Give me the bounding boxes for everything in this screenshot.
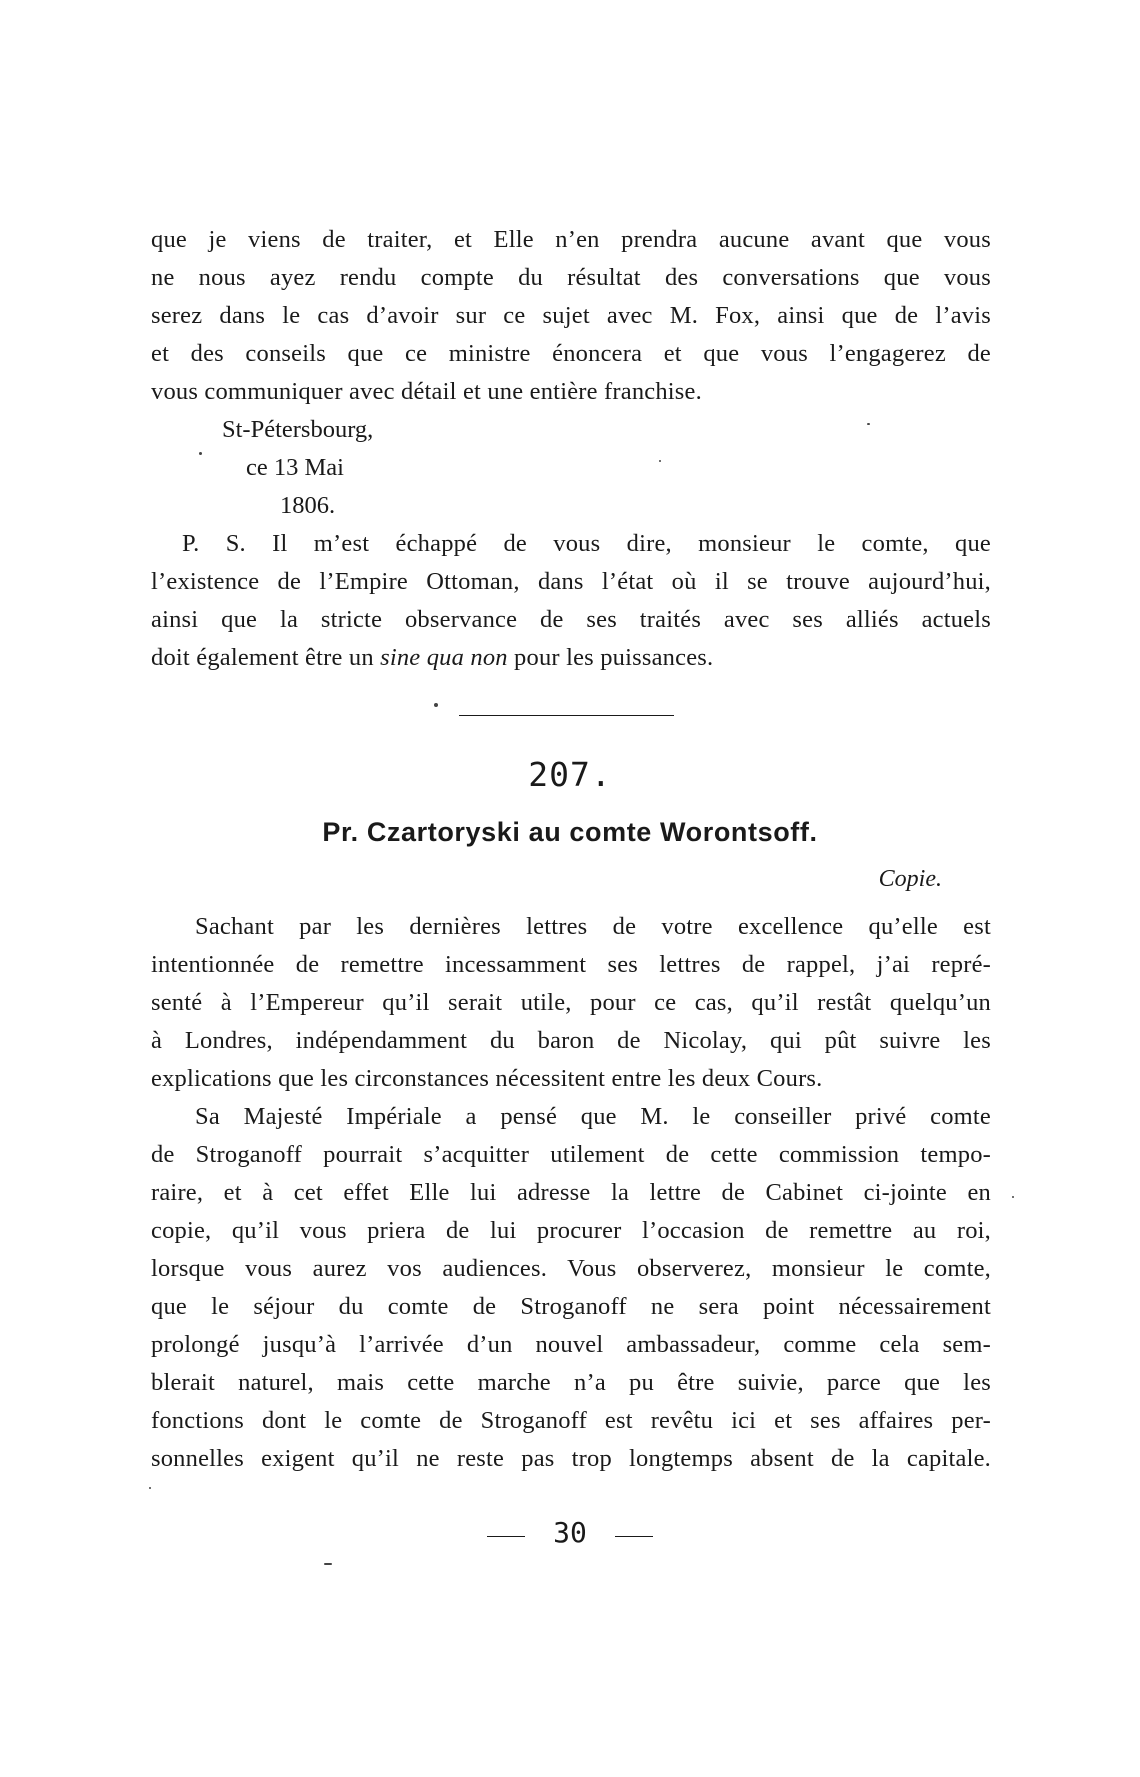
text-line: serez dans le cas d’avoir sur ce sujet avec M. Fox, ainsi que de l’avis bbox=[151, 302, 991, 329]
continuation-paragraph bbox=[151, 221, 991, 411]
text-line: l’existence de l’Empire Ottoman, dans l’état où il se trouve aujourd’hui, bbox=[151, 568, 991, 595]
scan-speck bbox=[324, 1563, 332, 1565]
text-line: explications que les circonstances nécessitent entre les deux Cours. bbox=[151, 1065, 823, 1092]
scan-speck bbox=[1012, 1196, 1014, 1198]
text-line: intentionnée de remettre incessamment ses lettres de rappel, j’ai repré- bbox=[151, 951, 991, 978]
footer-dash-left bbox=[487, 1536, 525, 1537]
text-fragment: pour les puissances. bbox=[507, 644, 714, 671]
latin-phrase: sine qua non bbox=[380, 644, 508, 671]
text-line: que le séjour du comte de Stroganoff ne sera point nécessairement bbox=[151, 1293, 991, 1320]
page-number: 30 bbox=[553, 1516, 587, 1549]
text-line: blerait naturel, mais cette marche n’a pu être suivie, parce que les bbox=[151, 1369, 991, 1396]
scan-speck bbox=[867, 423, 870, 425]
text-line: senté à l’Empereur qu’il serait utile, pour ce cas, qu’il restât quelqu’un bbox=[151, 989, 991, 1016]
text-line: ne nous ayez rendu compte du résultat des conversations que vous bbox=[151, 264, 991, 291]
text-line: raire, et à cet effet Elle lui adresse la lettre de Cabinet ci-jointe en bbox=[151, 1179, 991, 1206]
scan-speck bbox=[659, 460, 661, 462]
text-line: que je viens de traiter, et Elle n’en prendra aucune avant que vous bbox=[151, 226, 991, 253]
text-line: Sa Majesté Impériale a pensé que M. le conseiller privé comte bbox=[195, 1103, 991, 1130]
text-line: prolongé jusqu’à l’arrivée d’un nouvel ambassadeur, comme cela sem- bbox=[151, 1331, 991, 1358]
document-number: 207. bbox=[528, 755, 612, 794]
text-line: ainsi que la stricte observance de ses traités avec ses alliés actuels bbox=[151, 606, 991, 633]
page-footer bbox=[0, 1516, 1140, 1549]
text-line: et des conseils que ce ministre énoncera et que vous l’engagerez de bbox=[151, 340, 991, 367]
text-line: lorsque vous aurez vos audiences. Vous observerez, monsieur le comte, bbox=[151, 1255, 991, 1282]
text-line: fonctions dont le comte de Stroganoff est revêtu ici et ses affaires per- bbox=[151, 1407, 991, 1434]
text-line: à Londres, indépendamment du baron de Nicolay, qui pût suivre les bbox=[151, 1027, 991, 1054]
footer-dash-right bbox=[615, 1536, 653, 1537]
postscript-paragraph bbox=[151, 525, 991, 677]
dateline-year: 1806. bbox=[280, 492, 336, 519]
letter-title: Pr. Czartoryski au comte Worontsoff. bbox=[322, 817, 818, 847]
text-line: copie, qu’il vous priera de lui procurer l’occasion de remettre au roi, bbox=[151, 1217, 991, 1244]
text-line: Sachant par les dernières lettres de votre excellence qu’elle est bbox=[195, 913, 991, 940]
scan-speck bbox=[149, 1487, 151, 1489]
text-fragment: doit également être un bbox=[151, 644, 381, 671]
scan-speck bbox=[199, 452, 202, 455]
letter-paragraph-2 bbox=[151, 1098, 991, 1478]
dateline-place: St-Pétersbourg, bbox=[222, 416, 374, 443]
dateline-date: ce 13 Mai bbox=[246, 454, 344, 481]
text-line: de Stroganoff pourrait s’acquitter utilement de cette commission tempo- bbox=[151, 1141, 991, 1168]
text-line bbox=[151, 639, 991, 677]
text-line: vous communiquer avec détail et une entière franchise. bbox=[151, 378, 702, 405]
section-divider bbox=[459, 715, 674, 716]
letter-paragraph-1 bbox=[151, 908, 991, 1098]
copy-note: Copie. bbox=[878, 866, 942, 892]
text-line: P. S. Il m’est échappé de vous dire, monsieur le comte, que bbox=[182, 530, 991, 557]
text-line: sonnelles exigent qu’il ne reste pas trop longtemps absent de la capitale. bbox=[151, 1445, 991, 1472]
scan-speck bbox=[434, 703, 438, 707]
